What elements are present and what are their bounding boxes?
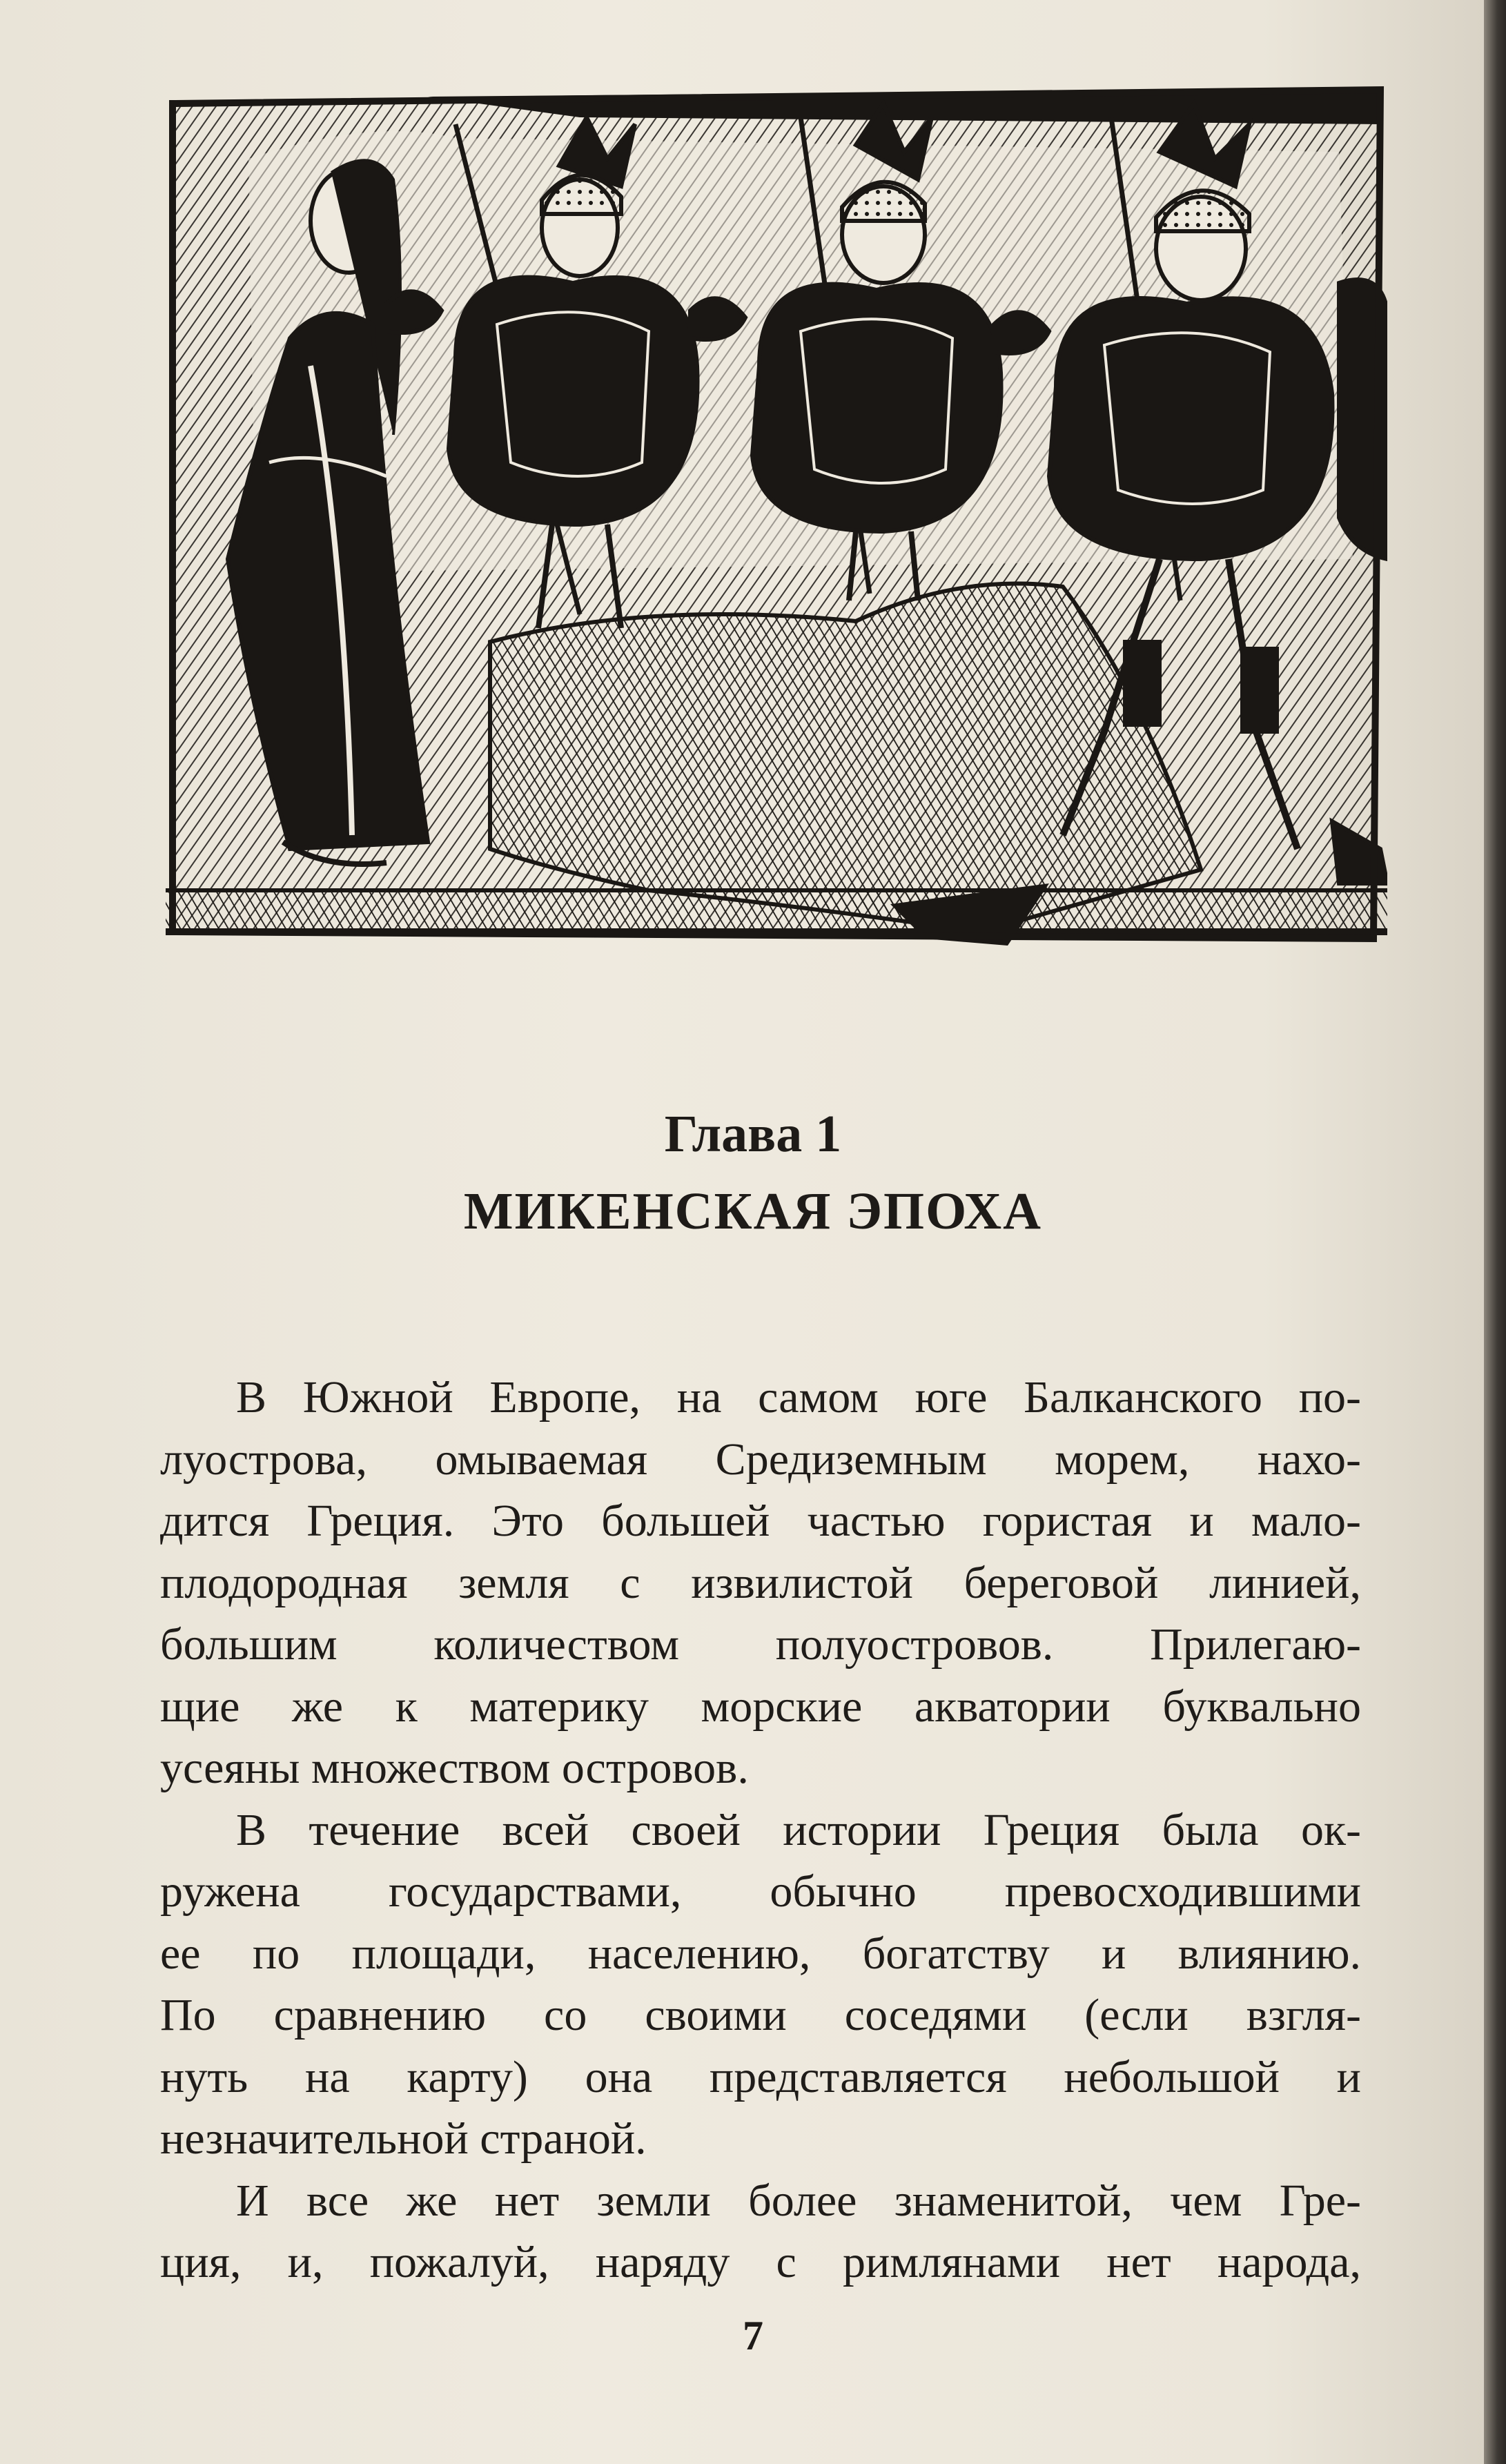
warriors-engraving-illustration (166, 76, 1387, 952)
text-line: По сравнению со своими соседями (если взгля- (160, 1990, 1361, 2040)
text-line: дится Греция. Это большей частью гористая и мало- (160, 1496, 1361, 1546)
text-line: ее по площади, населению, богатству и влиянию. (160, 1928, 1361, 1979)
chapter-title: МИКЕНСКАЯ ЭПОХА (463, 1182, 1043, 1240)
adjacent-page-edge (1484, 0, 1506, 2464)
text-line: В течение всей своей истории Греция была ок- (236, 1804, 1361, 1855)
text-line: ружена государствами, обычно превосходившими (160, 1866, 1361, 1917)
page-number: 7 (743, 2313, 763, 2358)
text-line: луострова, омываемая Средиземным морем, нахо- (160, 1434, 1361, 1485)
text-line: В Южной Европе, на самом юге Балканского по- (236, 1372, 1361, 1422)
text-line: И все же нет земли более знаменитой, чем Гре- (236, 2175, 1361, 2226)
text-line: ция, и, пожалуй, наряду с римлянами нет народа, (160, 2237, 1361, 2287)
text-line: усеяны множеством островов. (160, 1743, 749, 1793)
text-line: незначительной страной. (160, 2113, 647, 2164)
text-line: нуть на карту) она представляется небольшой и (160, 2051, 1361, 2102)
chapter-number: Глава 1 (664, 1105, 842, 1163)
text-line: большим количеством полуостровов. Прилегаю- (160, 1619, 1361, 1670)
chapter-body-text (160, 1367, 1361, 2294)
text-line: щие же к материку морские акватории буквально (160, 1681, 1361, 1732)
text-line: плодородная земля с извилистой береговой линией, (160, 1557, 1361, 1608)
